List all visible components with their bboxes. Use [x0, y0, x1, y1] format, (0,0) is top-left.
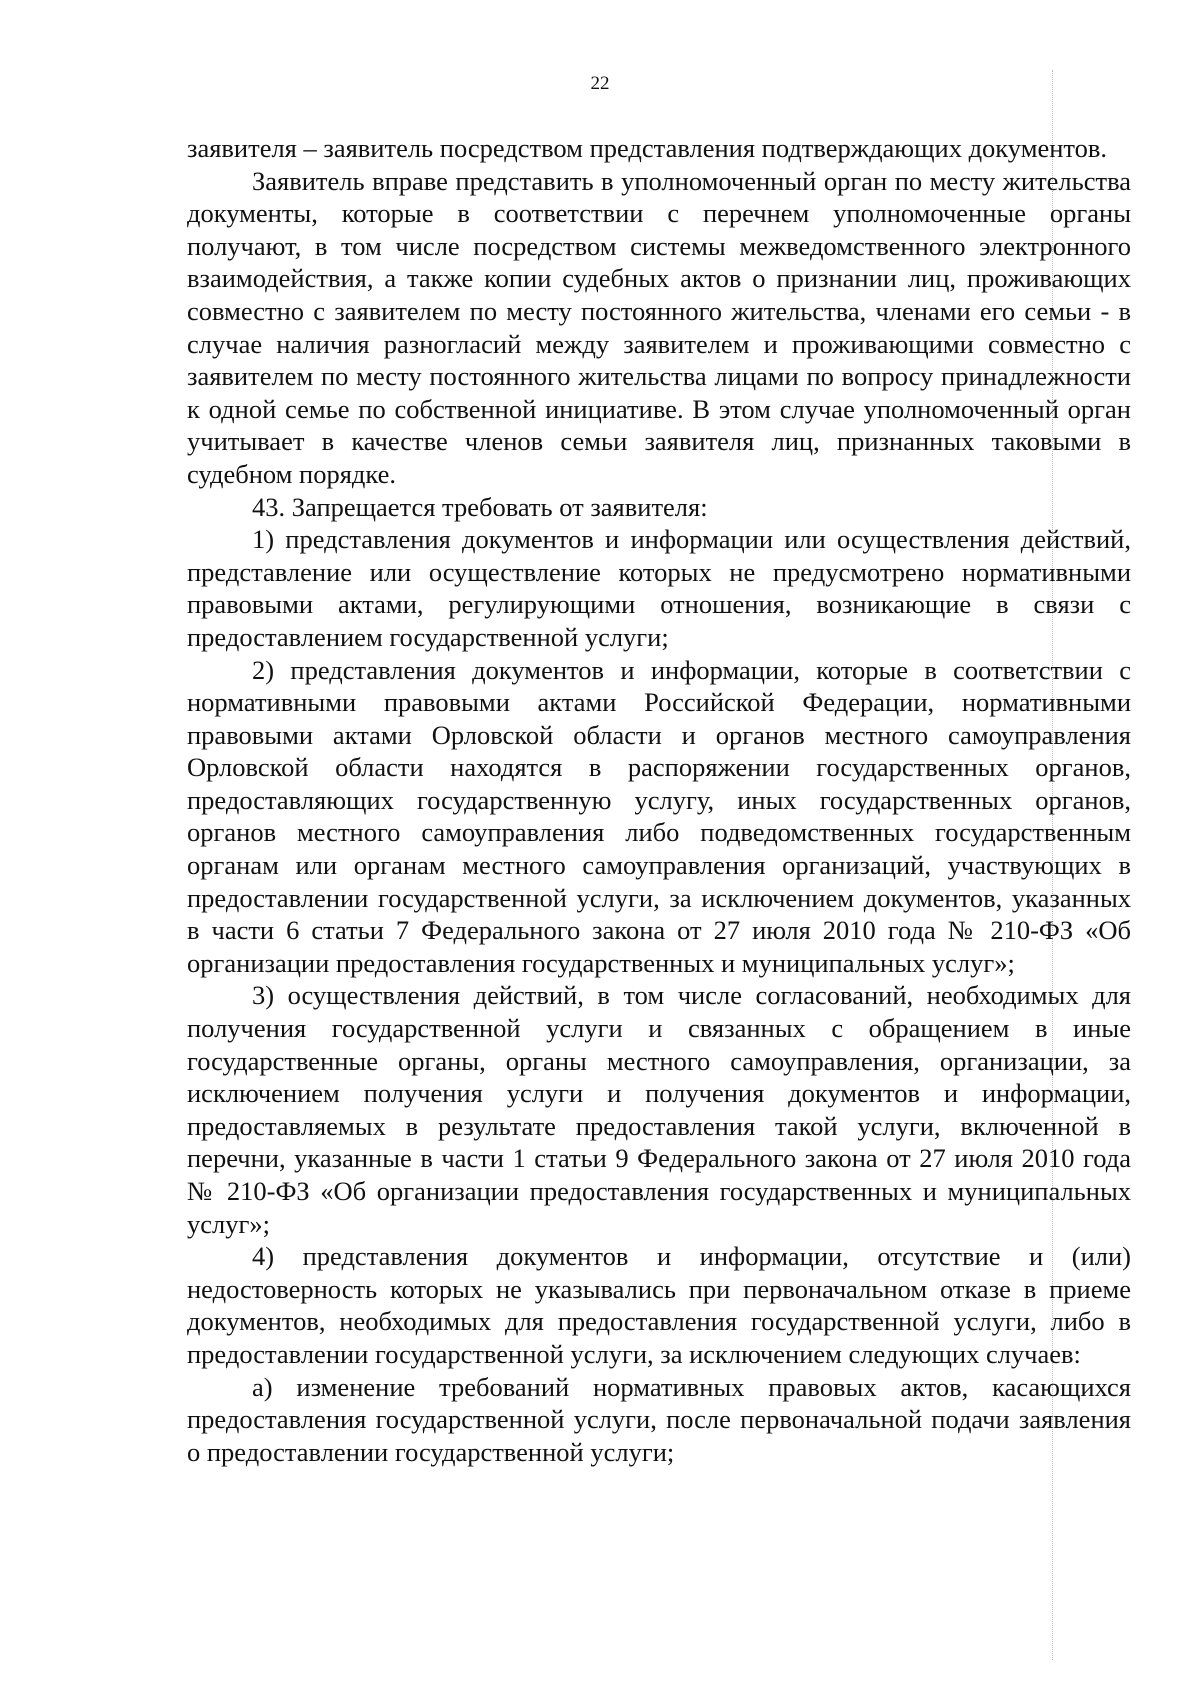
paragraph-subitem-4: 4) представления документов и информации, отсутствие и (или) недостоверность которых не указывались при первоначальном отказе в приеме документов, необходимых для предоставления государственной услуги, либо в предоставлении государственной услуги, за исключением следующих случаев:: [187, 1241, 1131, 1369]
paragraph-applicant-right: Заявитель вправе представить в уполномоченный орган по месту жительства документы, которые в соответствии с перечнем уполномоченные органы получают, в том числе посредством системы межведомственного электронного взаимодействия, а также копии судебных актов о признании лиц, проживающих совместно с заявителем по месту постоянного жительства, членами его семьи - в случае наличия разногласий между заявителем и проживающими совместно с заявителем по месту постоянного жительства лицами по вопросу принадлежности к одной семье по собственной инициативе. В этом случае уполномоченный орган учитывает в качестве членов семьи заявителя лиц, признанных таковыми в судебном порядке.: [187, 165, 1131, 489]
paragraph-subitem-2: 2) представления документов и информации, которые в соответствии с нормативными правовыми актами Российской Федерации, нормативными правовыми актами Орловской области и органов местного самоуправления Орловской области находятся в распоряжении государственных органов, предоставляющих государственную услугу, иных государственных органов, органов местного самоуправления либо подведомственных государственным органам или органам местного самоуправления организаций, участвующих в предоставлении государственной услуги, за исключением документов, указанных в части 6 статьи 7 Федерального закона от 27 июля 2010 года № 210-ФЗ «Об организации предоставления государственных и муниципальных услуг»;: [187, 654, 1131, 978]
paragraph-subitem-3: 3) осуществления действий, в том числе согласований, необходимых для получения государственной услуги и связанных с обращением в иные государственные органы, органы местного самоуправления, организации, за исключением получения услуги и получения документов и информации, предоставляемых в результате предоставления такой услуги, включенной в перечни, указанные в части 1 статьи 9 Федерального закона от 27 июля 2010 года № 210-ФЗ «Об организации предоставления государственных и муниципальных услуг»;: [187, 980, 1131, 1239]
page-number: 22: [590, 73, 610, 94]
paragraph-subitem-1: 1) представления документов и информации или осуществления действий, представление или осуществление которых не предусмотрено нормативными правовыми актами, регулирующими отношения, возникающие в связи с предоставлением государственной услуги;: [187, 524, 1131, 652]
document-body: [187, 132, 1131, 1468]
paragraph-continuation: заявителя – заявитель посредством представления подтверждающих документов.: [187, 133, 1108, 163]
paragraph-item-43: 43. Запрещается требовать от заявителя:: [252, 491, 708, 522]
paragraph-subitem-a: а) изменение требований нормативных правовых актов, касающихся предоставления государственной услуги, после первоначальной подачи заявления о предоставлении государственной услуги;: [187, 1371, 1131, 1467]
